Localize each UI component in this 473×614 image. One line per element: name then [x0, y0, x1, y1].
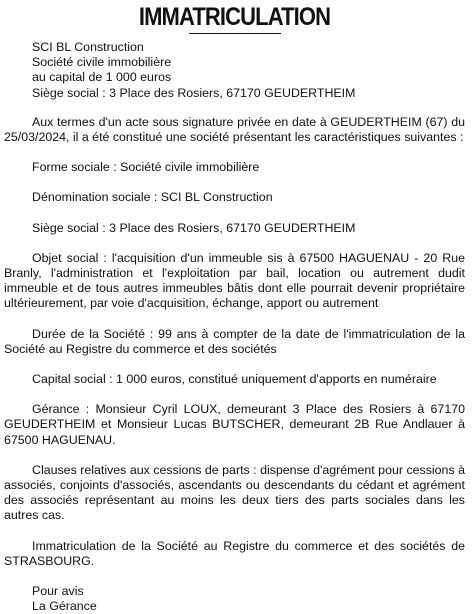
objet-social-paragraph: Objet social : l'acquisition d'un immeuble sis à 67500 HAGUENAU - 20 Rue Branly, l'administration et l'exploitation par bail, location ou autrement dudit immeuble et de tous autres immeubles bâtis dont elle pourrait devenir propriétaire ultérieurement, par voie d'acquisition, échange, apport ou autrement — [4, 250, 465, 311]
notice-title: IMMATRICULATION — [138, 3, 331, 31]
intro-paragraph: Aux termes d'un acte sous signature privée en date à GEUDERTHEIM (67) du 25/03/2024, il a été constitué une société présentant les caractéristiques suivantes : — [4, 114, 465, 145]
immatriculation-paragraph: Immatriculation de la Société au Registre du commerce et des sociétés de STRASBOURG. — [4, 538, 465, 568]
company-header — [4, 40, 465, 101]
closing-block — [4, 584, 465, 614]
forme-sociale-paragraph: Forme sociale : Société civile immobilière — [32, 160, 260, 175]
siege-social-paragraph: Siège social : 3 Place des Rosiers, 67170 GEUDERTHEIM — [32, 220, 356, 235]
closing-signature: La Gérance — [32, 599, 97, 614]
denomination-paragraph: Dénomination sociale : SCI BL Construction — [32, 190, 273, 205]
company-type: Société civile immobilière — [32, 55, 172, 70]
clauses-paragraph: Clauses relatives aux cessions de parts : dispense d'agrément pour cessions à associés, conjoints d'associés, ascendants ou descendants du cédant et agrément des associés représentant au moins les deux tiers des parts sociales dans les autres cas. — [4, 462, 465, 523]
duree-paragraph: Durée de la Société : 99 ans à compter de la date de l'immatriculation de la Société au Registre du commerce et des sociétés — [4, 326, 465, 356]
company-name: SCI BL Construction — [32, 40, 144, 54]
gerance-paragraph: Gérance : Monsieur Cyril LOUX, demeurant 3 Place des Rosiers à 67170 GEUDERTHEIM et Monsieur Lucas BUTSCHER, demeurant 2B Rue Andlauer à 67500 HAGUENAU. — [4, 402, 465, 447]
company-seat: Siège social : 3 Place des Rosiers, 67170 GEUDERTHEIM — [32, 85, 356, 100]
capital-social-paragraph: Capital social : 1 000 euros, constitué uniquement d'apports en numéraire — [32, 372, 437, 387]
title-underline — [189, 33, 281, 34]
legal-notice — [0, 3, 473, 614]
closing-pour-avis: Pour avis — [32, 584, 84, 599]
company-capital: au capital de 1 000 euros — [32, 70, 172, 85]
